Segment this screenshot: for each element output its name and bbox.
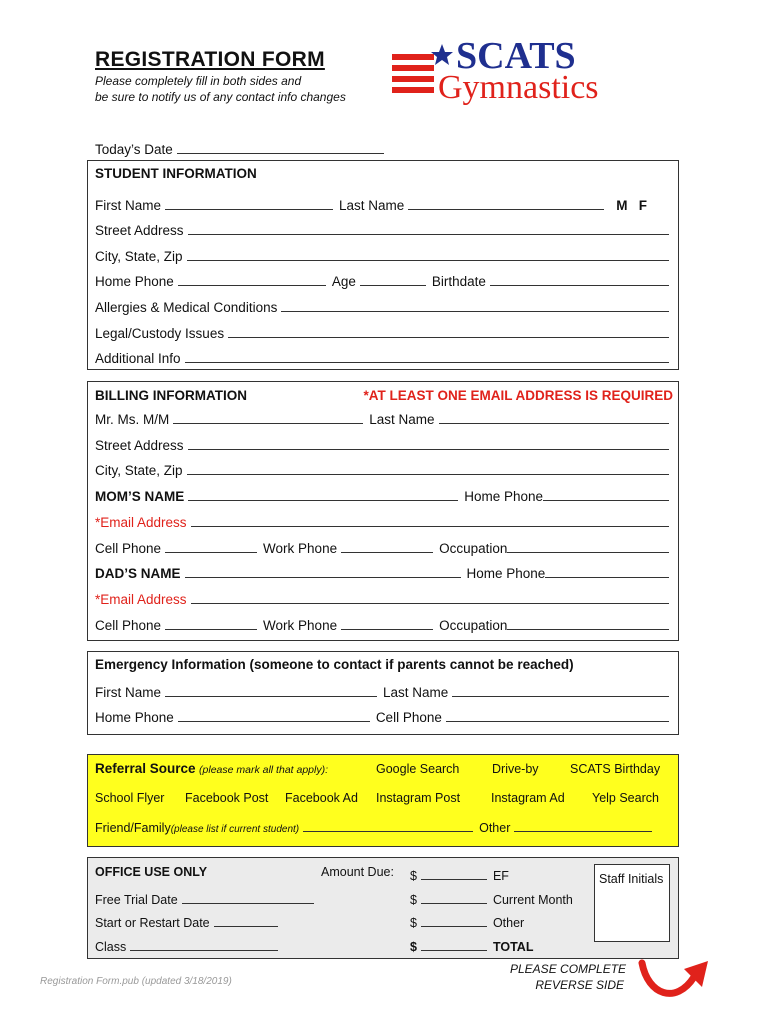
city-label: City, State, Zip — [95, 249, 183, 264]
emergency-first-field[interactable] — [165, 696, 377, 697]
logo-bottom-text: Gymnastics — [438, 69, 599, 106]
dad-home-phone-label: Home Phone — [466, 566, 546, 581]
referral-drive-by[interactable]: Drive-by — [492, 762, 539, 776]
referral-friend-row — [95, 817, 658, 835]
star-icon — [431, 44, 453, 65]
dad-work-field[interactable] — [341, 629, 433, 630]
total-field[interactable] — [421, 950, 487, 951]
emergency-cell-field[interactable] — [446, 721, 669, 722]
emergency-phone-row — [95, 707, 675, 725]
age-label: Age — [331, 274, 356, 289]
salutation-label: Mr. Ms. M/M — [95, 412, 170, 427]
additional-field[interactable] — [185, 362, 669, 363]
ef-row — [410, 865, 590, 883]
referral-yelp[interactable]: Yelp Search — [592, 791, 659, 805]
birthdate-label: Birthdate — [431, 274, 486, 289]
mom-email-label: *Email Address — [95, 515, 187, 530]
legal-field[interactable] — [228, 337, 669, 338]
referral-instagram-post[interactable]: Instagram Post — [376, 791, 461, 805]
mom-name-label: MOM’S NAME — [95, 489, 185, 504]
billing-last-name-field[interactable] — [439, 423, 669, 424]
referral-heading: Referral Source — [95, 761, 196, 776]
start-restart-label: Start or Restart Date — [95, 916, 210, 930]
mom-work-label: Work Phone — [263, 541, 338, 556]
scats-gymnastics-logo — [388, 38, 688, 108]
referral-heading-group — [95, 761, 328, 776]
class-label: Class — [95, 940, 127, 954]
footer-filename: Registration Form.pub (updated 3/18/2019) — [40, 976, 232, 987]
emergency-heading: Emergency Information (someone to contact if parents cannot be reached) — [95, 657, 574, 672]
dad-name-row — [95, 563, 675, 581]
todays-date-field[interactable] — [177, 153, 384, 154]
staff-initials-box[interactable] — [594, 864, 670, 942]
billing-first-field[interactable] — [173, 423, 363, 424]
billing-last-name-label: Last Name — [369, 412, 435, 427]
gender-mf[interactable]: M F — [616, 198, 648, 213]
staff-initials-label: Staff Initials — [599, 872, 664, 886]
student-phone-row — [95, 271, 675, 289]
complete-line-1: PLEASE COMPLETE — [510, 962, 627, 976]
current-month-field[interactable] — [421, 903, 487, 904]
free-trial-label: Free Trial Date — [95, 893, 178, 907]
referral-other-field[interactable] — [514, 831, 652, 832]
legal-row — [95, 323, 675, 341]
logo-top-text: SCATS — [456, 38, 576, 77]
mom-occupation-field[interactable] — [507, 552, 669, 553]
allergies-label: Allergies & Medical Conditions — [95, 300, 278, 315]
complete-reverse-note — [510, 961, 626, 993]
office-other-field[interactable] — [421, 926, 487, 927]
billing-street-row — [95, 435, 675, 453]
instructions-line-1: Please completely fill in both sides and — [95, 74, 302, 88]
mom-work-field[interactable] — [341, 552, 433, 553]
emergency-first-label: First Name — [95, 685, 162, 700]
referral-friend-label: Friend/Family — [95, 821, 171, 835]
dad-name-field[interactable] — [185, 577, 461, 578]
student-info-heading: STUDENT INFORMATION — [95, 166, 257, 181]
first-name-label: First Name — [95, 198, 162, 213]
dad-email-label: *Email Address — [95, 592, 187, 607]
office-other-row — [410, 912, 590, 930]
free-trial-field[interactable] — [182, 903, 314, 904]
student-street-row — [95, 220, 675, 238]
form-title: REGISTRATION FORM — [95, 48, 325, 71]
billing-city-label: City, State, Zip — [95, 463, 183, 478]
billing-city-field[interactable] — [187, 474, 669, 475]
emergency-home-field[interactable] — [178, 721, 370, 722]
dad-cell-label: Cell Phone — [95, 618, 162, 633]
referral-other-label: Other — [479, 821, 511, 835]
todays-date-label: Today’s Date — [95, 142, 173, 157]
dad-occupation-field[interactable] — [507, 629, 669, 630]
referral-instagram-ad[interactable]: Instagram Ad — [491, 791, 565, 805]
class-field[interactable] — [130, 950, 278, 951]
office-heading: OFFICE USE ONLY — [95, 865, 208, 879]
emergency-home-label: Home Phone — [95, 710, 174, 725]
dad-occupation-label: Occupation — [439, 618, 508, 633]
allergies-row — [95, 297, 675, 315]
referral-friend-note: (please list if current student) — [170, 824, 300, 835]
additional-label: Additional Info — [95, 351, 181, 366]
current-month-dollar: $ — [410, 893, 417, 907]
mom-cell-field[interactable] — [165, 552, 257, 553]
referral-school-flyer[interactable]: School Flyer — [95, 791, 165, 805]
billing-city-row — [95, 460, 675, 478]
total-dollar: $ — [410, 940, 417, 954]
total-label: TOTAL — [492, 940, 534, 954]
dad-home-phone-field[interactable] — [545, 577, 669, 578]
home-phone-field[interactable] — [178, 285, 326, 286]
instructions-line-2: be sure to notify us of any contact info changes — [95, 90, 346, 104]
ef-dollar: $ — [410, 869, 417, 883]
form-instructions — [95, 73, 395, 105]
legal-label: Legal/Custody Issues — [95, 326, 225, 341]
ef-label: EF — [492, 869, 509, 883]
dad-name-label: DAD’S NAME — [95, 566, 181, 581]
mom-phones-row — [95, 538, 675, 556]
mom-occupation-label: Occupation — [439, 541, 508, 556]
city-field[interactable] — [187, 260, 669, 261]
dad-email-row — [95, 589, 675, 607]
first-name-field[interactable] — [165, 209, 333, 210]
mom-email-row — [95, 512, 675, 530]
billing-heading: BILLING INFORMATION — [95, 388, 247, 403]
emergency-last-field[interactable] — [452, 696, 669, 697]
referral-facebook-post[interactable]: Facebook Post — [185, 791, 269, 805]
ef-field[interactable] — [421, 879, 487, 880]
emergency-name-row — [95, 682, 675, 700]
birthdate-field[interactable] — [490, 285, 669, 286]
mom-email-field[interactable] — [191, 526, 669, 527]
billing-name-row — [95, 409, 675, 427]
referral-facebook-ad[interactable]: Facebook Ad — [285, 791, 358, 805]
turn-page-arrow-icon — [636, 955, 716, 1005]
mom-name-row — [95, 486, 675, 504]
mom-name-field[interactable] — [188, 500, 458, 501]
billing-street-label: Street Address — [95, 438, 184, 453]
street-field[interactable] — [188, 234, 669, 235]
dad-phones-row — [95, 615, 675, 633]
free-trial-row — [95, 889, 320, 907]
class-row — [95, 936, 284, 954]
mom-cell-label: Cell Phone — [95, 541, 162, 556]
last-name-field[interactable] — [408, 209, 604, 210]
emergency-cell-label: Cell Phone — [375, 710, 442, 725]
mom-home-phone-label: Home Phone — [464, 489, 544, 504]
home-phone-label: Home Phone — [95, 274, 174, 289]
referral-scats-birthday[interactable]: SCATS Birthday — [570, 762, 661, 776]
emergency-last-label: Last Name — [383, 685, 449, 700]
student-name-row — [95, 195, 675, 213]
mom-home-phone-field[interactable] — [543, 500, 669, 501]
additional-row — [95, 348, 675, 366]
current-month-label: Current Month — [492, 893, 573, 907]
amount-due-label: Amount Due: — [321, 865, 394, 879]
email-required-notice: *AT LEAST ONE EMAIL ADDRESS IS REQUIRED — [363, 388, 673, 403]
student-city-row — [95, 246, 675, 264]
street-label: Street Address — [95, 223, 184, 238]
last-name-label: Last Name — [339, 198, 405, 213]
billing-street-field[interactable] — [188, 449, 669, 450]
office-other-dollar: $ — [410, 916, 417, 930]
office-other-label: Other — [492, 916, 525, 930]
todays-date-row — [95, 139, 390, 157]
dad-cell-field[interactable] — [165, 629, 257, 630]
referral-note: (please mark all that apply): — [199, 764, 329, 776]
current-month-row — [410, 889, 590, 907]
allergies-field[interactable] — [281, 311, 669, 312]
dad-email-field[interactable] — [191, 603, 669, 604]
referral-google[interactable]: Google Search — [376, 762, 460, 776]
start-restart-field[interactable] — [214, 926, 278, 927]
dad-work-label: Work Phone — [263, 618, 338, 633]
referral-friend-field[interactable] — [303, 831, 473, 832]
total-row — [410, 936, 590, 954]
complete-line-2: REVERSE SIDE — [535, 978, 625, 992]
age-field[interactable] — [360, 285, 426, 286]
start-restart-row — [95, 912, 284, 930]
